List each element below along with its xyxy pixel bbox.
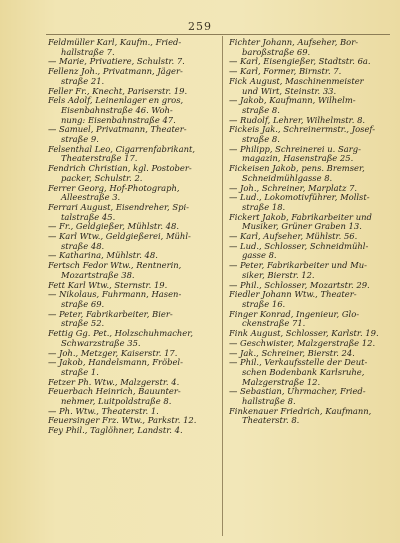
directory-entry (229, 290, 392, 309)
entry-line: — Joh., Schreiner, Marplatz 7. (229, 183, 358, 193)
directory-entry (48, 387, 218, 406)
directory-entry (48, 261, 218, 280)
entry-line: — Marie, Privatiere, Schulstr. 7. (48, 57, 185, 67)
entry-line: — Peter, Fabrikarbeiter und Mu- (229, 261, 367, 271)
directory-entry (229, 329, 392, 339)
entry-line: Feller Fr., Knecht, Pariserstr. 19. (48, 86, 188, 96)
directory-entry (48, 426, 218, 436)
entry-line: Feldmüller Karl, Kaufm., Fried- (48, 38, 182, 47)
directory-entry (229, 232, 392, 242)
entry-continuation-line: straße 16. (242, 299, 286, 309)
entry-continuation-line: straße 18. (242, 202, 286, 212)
directory-entry (48, 145, 218, 164)
entry-continuation-line: Mozartstraße 38. (61, 270, 135, 280)
directory-entry (229, 145, 392, 164)
directory-entry (229, 310, 392, 329)
entry-line: — Katharina, Mühlstr. 48. (48, 251, 158, 261)
entry-line: — Philipp, Schreinerei u. Sarg- (229, 144, 361, 154)
directory-entry (229, 38, 392, 57)
directory-entry (229, 164, 392, 183)
entry-continuation-line: baroßstraße 69. (242, 47, 311, 57)
entry-line: Fick August, Maschinenmeister (229, 76, 364, 86)
directory-entry (229, 261, 392, 280)
entry-continuation-line: Schneidmühlgasse 8. (242, 173, 333, 183)
entry-continuation-line: und Wirt, Steinstr. 33. (242, 86, 337, 96)
entry-line: Feuersinger Frz. Wtw., Parkstr. 12. (48, 416, 197, 426)
directory-entry (229, 387, 392, 406)
entry-line: Ferrer Georg, Hof-Photograph, (48, 183, 180, 193)
entry-line: — Karl, Aufseher, Mühlstr. 56. (229, 232, 358, 242)
entry-line: Fendrich Christian, kgl. Postober- (48, 164, 192, 174)
entry-line: — Fr., Geldgießer, Mühlstr. 48. (48, 222, 179, 232)
entry-line: Fichter Johann, Aufseher, Bor- (229, 38, 359, 47)
directory-entry (229, 349, 392, 359)
directory-entry (229, 77, 392, 96)
entry-continuation-line: Musiker, Grüner Graben 13. (242, 222, 362, 232)
entry-line: Fels Adolf, Leinenlager en gros, (48, 96, 184, 106)
entry-continuation-line: hallstraße 8. (242, 397, 296, 407)
directory-entry (48, 38, 218, 57)
entry-line: Ferrari August, Eisendreher, Spi- (48, 202, 189, 212)
entry-line: Feuerbach Heinrich, Bauunter- (48, 387, 181, 397)
entry-line: Fertsch Fedor Wtw., Rentnerin, (48, 261, 182, 271)
directory-entry (229, 213, 392, 232)
entry-line: — Jakob, Kaufmann, Wilhelm- (229, 96, 356, 106)
entry-line: — Jakob, Handelsmann, Fröbel- (48, 358, 183, 368)
right-column (229, 38, 392, 426)
entry-line: — Lud., Schlosser, Schneidmühl- (229, 241, 369, 251)
directory-entry (229, 407, 392, 426)
directory-entry (48, 358, 218, 377)
entry-line: Fellenz Joh., Privatmann, Jäger- (48, 67, 183, 77)
entry-continuation-line: nehmer, Luitpoldstraße 8. (61, 397, 172, 407)
directory-entry (48, 164, 218, 183)
directory-entry (48, 222, 218, 232)
directory-entry (48, 310, 218, 329)
directory-entry (229, 358, 392, 387)
directory-entry (229, 281, 392, 291)
entry-continuation-line: straße 1. (61, 367, 99, 377)
directory-entry (229, 57, 392, 67)
entry-line: — Joh., Metzger, Kaiserstr. 17. (48, 348, 178, 358)
entry-line: — Nikolaus, Fuhrmann, Hasen- (48, 290, 182, 300)
entry-continuation-line: Alleestraße 3. (61, 193, 121, 203)
entry-line: Fink August, Schlosser, Karlstr. 19. (229, 329, 379, 339)
directory-entry (229, 184, 392, 194)
entry-line: — Jak., Schreiner, Bierstr. 24. (229, 348, 355, 358)
entry-continuation-line: gasse 8. (242, 251, 277, 261)
entry-continuation-line: Eisenbahnstraße 46. Woh- (61, 105, 173, 115)
directory-entry (48, 251, 218, 261)
entry-line: Fickeisen Jakob, pens. Bremser, (229, 164, 365, 174)
entry-line: Fickert Jakob, Fabrikarbeiter und (229, 212, 372, 222)
directory-entry (229, 67, 392, 77)
entry-line: Fettig Gg. Pet., Holzschuhmacher, (48, 329, 194, 339)
directory-entry (48, 416, 218, 426)
header-rule (46, 34, 390, 35)
directory-entry (48, 67, 218, 86)
entry-line: — Karl, Former, Birnstr. 7. (229, 67, 342, 77)
entry-line: Fey Phil., Taglöhner, Landstr. 4. (48, 426, 183, 436)
column-divider (222, 36, 223, 536)
entry-continuation-line: schen Bodenbank Karlsruhe, (242, 367, 365, 377)
entry-line: — Geschwister, Malzgerstraße 12. (229, 338, 376, 348)
directory-entry (229, 116, 392, 126)
directory-entry (48, 184, 218, 203)
entry-continuation-line: siker, Bierstr. 12. (242, 270, 315, 280)
directory-entry (229, 96, 392, 115)
entry-line: — Ph. Wtw., Theaterstr. 1. (48, 406, 159, 416)
directory-entry (48, 203, 218, 222)
directory-entry (48, 87, 218, 97)
left-column (48, 38, 218, 436)
directory-entry (48, 349, 218, 359)
entry-line: Fickeis Jak., Schreinermstr., Josef- (229, 125, 376, 135)
entry-line: — Karl, Eisengießer, Stadtstr. 6a. (229, 57, 371, 67)
entry-continuation-line: Theaterstraße 17. (61, 154, 138, 164)
entry-line: — Karl Wtw., Geldgießerei, Mühl- (48, 232, 191, 242)
directory-entry (48, 125, 218, 144)
entry-line: — Rudolf, Lehrer, Wilhelmstr. 8. (229, 115, 366, 125)
entry-continuation-line: Theaterstr. 8. (242, 416, 300, 426)
entry-continuation-line: straße 8. (242, 135, 280, 145)
directory-entry (229, 242, 392, 261)
directory-entry (48, 57, 218, 67)
directory-entry (229, 339, 392, 349)
page-number: 259 (188, 20, 212, 33)
entry-continuation-line: straße 21. (61, 76, 105, 86)
entry-line: — Peter, Fabrikarbeiter, Bier- (48, 309, 173, 319)
entry-continuation-line: magazin, Hasenstraße 25. (242, 154, 354, 164)
directory-entry (48, 407, 218, 417)
entry-continuation-line: Malzgerstraße 12. (242, 377, 321, 387)
entry-continuation-line: packer, Schulstr. 2. (61, 173, 143, 183)
entry-line: — Lud., Lokomotivführer, Mollst- (229, 193, 370, 203)
entry-continuation-line: straße 52. (61, 319, 105, 329)
entry-continuation-line: straße 69. (61, 299, 105, 309)
entry-continuation-line: talstraße 45. (61, 212, 116, 222)
directory-entry (229, 193, 392, 212)
entry-line: — Samuel, Privatmann, Theater- (48, 125, 187, 135)
entry-line: Fetzer Ph. Wtw., Malzgerstr. 4. (48, 377, 180, 387)
directory-entry (48, 281, 218, 291)
entry-line: Fett Karl Wtw., Sternstr. 19. (48, 280, 168, 290)
entry-continuation-line: ckenstraße 71. (242, 319, 306, 329)
entry-continuation-line: straße 8. (242, 105, 280, 115)
entry-continuation-line: straße 48. (61, 241, 105, 251)
entry-line: Finger Konrad, Ingenieur, Glo- (229, 309, 360, 319)
entry-continuation-line: hallstraße 7. (61, 47, 115, 57)
entry-line: Felsenthal Leo, Cigarrenfabrikant, (48, 144, 196, 154)
directory-entry (229, 125, 392, 144)
directory-entry (48, 378, 218, 388)
entry-continuation-line: straße 9. (61, 135, 99, 145)
entry-continuation-line: nung: Eisenbahnstraße 47. (61, 115, 176, 125)
directory-entry (48, 232, 218, 251)
directory-entry (48, 290, 218, 309)
entry-continuation-line: Schwarzstraße 35. (61, 338, 141, 348)
entry-line: — Phil., Schlosser, Mozartstr. 29. (229, 280, 370, 290)
entry-line: Finkenauer Friedrich, Kaufmann, (229, 406, 372, 416)
entry-line: Fiedler Johann Wtw., Theater- (229, 290, 357, 300)
directory-entry (48, 329, 218, 348)
directory-entry (48, 96, 218, 125)
entry-line: — Phil., Verkaufsstelle der Deut- (229, 358, 368, 368)
entry-line: — Sebastian, Uhrmacher, Fried- (229, 387, 366, 397)
